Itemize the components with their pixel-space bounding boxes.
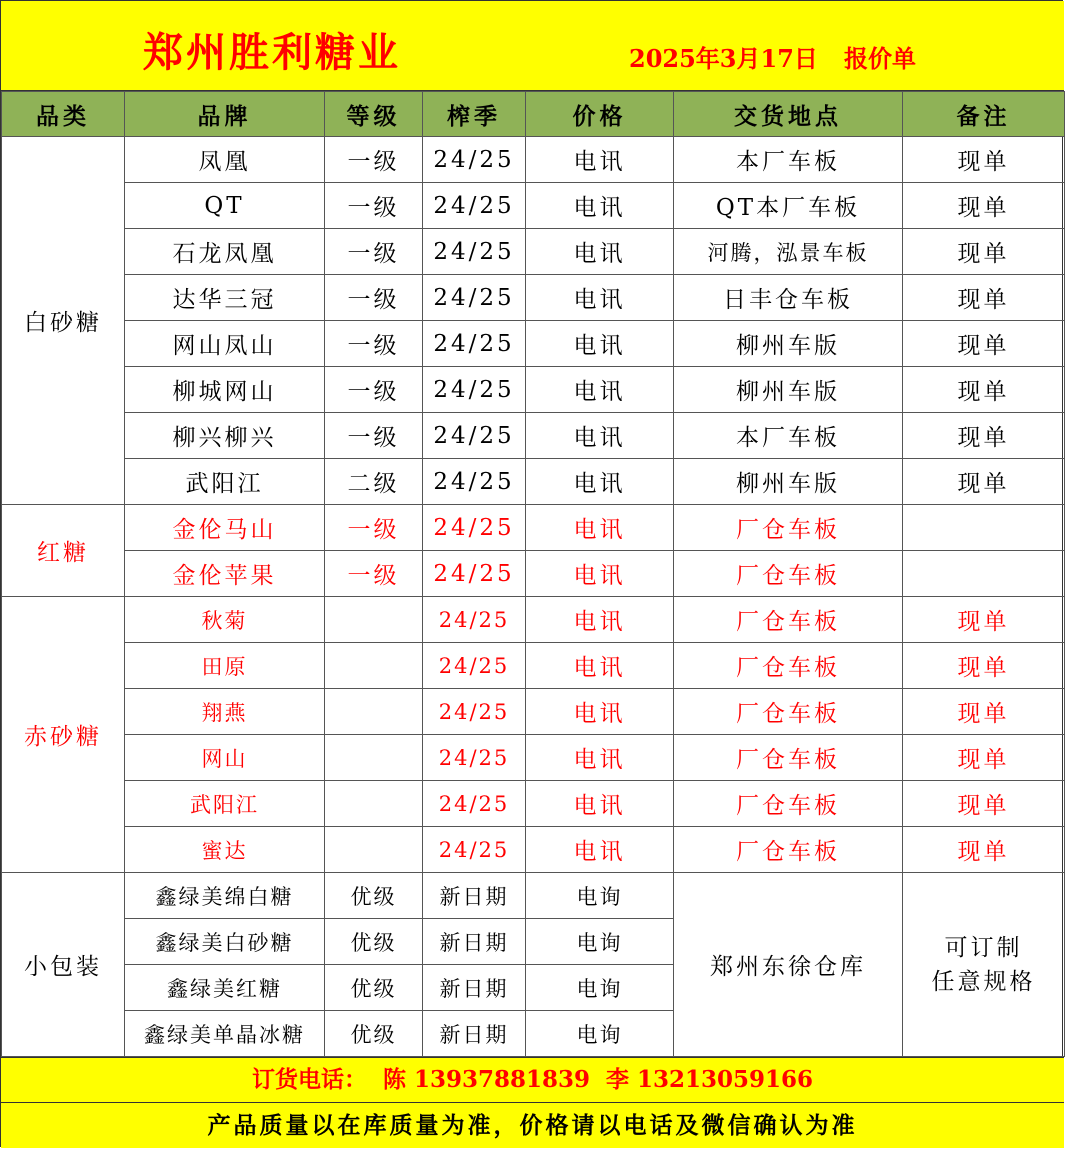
remark-line: 可订制	[944, 934, 1023, 961]
brand-cell: 石龙凤凰	[125, 229, 325, 275]
table-row	[2, 229, 1065, 275]
delivery-cell: 本厂车板	[674, 413, 903, 459]
delivery-cell: 厂仓车板	[674, 827, 903, 873]
brand-cell: 达华三冠	[125, 275, 325, 321]
grade-cell	[325, 689, 423, 735]
season-cell: 24/25	[423, 367, 526, 413]
price-cell: 电讯	[526, 551, 674, 597]
season-cell: 24/25	[423, 505, 526, 551]
grade-cell: 一级	[325, 137, 423, 183]
column-header-category: 品类	[2, 92, 125, 137]
brand-cell: 翔燕	[125, 689, 325, 735]
price-cell: 电询	[526, 1011, 674, 1057]
grade-cell: 一级	[325, 275, 423, 321]
season-cell: 24/25	[423, 827, 526, 873]
table-row	[2, 413, 1065, 459]
category-cell: 小包装	[2, 873, 125, 1057]
table-row	[2, 321, 1065, 367]
delivery-cell: 郑州东徐仓库	[674, 873, 903, 1057]
delivery-cell: QT本厂车板	[674, 183, 903, 229]
season-cell: 24/25	[423, 137, 526, 183]
grade-cell	[325, 735, 423, 781]
grade-cell: 优级	[325, 1011, 423, 1057]
remark-cell: 现单	[903, 183, 1065, 229]
remark-cell: 现单	[903, 597, 1065, 643]
column-header-grade: 等级	[325, 92, 423, 137]
season-cell: 24/25	[423, 229, 526, 275]
brand-cell: 网山	[125, 735, 325, 781]
grade-cell	[325, 643, 423, 689]
brand-cell: 柳兴柳兴	[125, 413, 325, 459]
remark-cell: 现单	[903, 735, 1065, 781]
column-header-remark: 备注	[903, 92, 1065, 137]
price-cell: 电讯	[526, 321, 674, 367]
delivery-cell: 厂仓车板	[674, 689, 903, 735]
delivery-cell: 厂仓车板	[674, 505, 903, 551]
price-cell: 电讯	[526, 229, 674, 275]
remark-cell: 现单	[903, 229, 1065, 275]
delivery-cell: 柳州车版	[674, 367, 903, 413]
season-cell: 24/25	[423, 643, 526, 689]
price-cell: 电询	[526, 965, 674, 1011]
brand-cell: 田原	[125, 643, 325, 689]
remark-cell	[903, 505, 1065, 551]
grade-cell: 优级	[325, 965, 423, 1011]
column-header-brand: 品牌	[125, 92, 325, 137]
brand-cell: 金伦苹果	[125, 551, 325, 597]
remark-cell: 现单	[903, 137, 1065, 183]
delivery-cell: 本厂车板	[674, 137, 903, 183]
delivery-cell: 河腾，泓景车板	[674, 229, 903, 275]
table-row	[2, 551, 1065, 597]
price-cell: 电讯	[526, 643, 674, 689]
brand-cell: 武阳江	[125, 459, 325, 505]
table-row	[2, 689, 1065, 735]
category-cell: 红糖	[2, 505, 125, 597]
document-type: 报价单	[844, 44, 916, 73]
delivery-cell: 厂仓车板	[674, 597, 903, 643]
price-cell: 电询	[526, 919, 674, 965]
season-cell: 24/25	[423, 321, 526, 367]
price-cell: 电讯	[526, 735, 674, 781]
price-cell: 电询	[526, 873, 674, 919]
brand-cell: QT	[125, 183, 325, 229]
brand-cell: 网山凤山	[125, 321, 325, 367]
table-row	[2, 597, 1065, 643]
season-cell: 24/25	[423, 413, 526, 459]
grade-cell: 二级	[325, 459, 423, 505]
brand-cell: 秋菊	[125, 597, 325, 643]
remark-line: 任意规格	[931, 968, 1036, 995]
season-cell: 24/25	[423, 275, 526, 321]
remark-cell	[903, 873, 1065, 1057]
remark-cell: 现单	[903, 643, 1065, 689]
season-cell: 新日期	[423, 919, 526, 965]
grade-cell: 一级	[325, 229, 423, 275]
brand-cell: 凤凰	[125, 137, 325, 183]
column-header-price: 价格	[526, 92, 674, 137]
season-cell: 新日期	[423, 873, 526, 919]
price-cell: 电讯	[526, 689, 674, 735]
remark-cell	[903, 551, 1065, 597]
price-cell: 电讯	[526, 781, 674, 827]
delivery-cell: 厂仓车板	[674, 735, 903, 781]
price-cell: 电讯	[526, 505, 674, 551]
remark-cell: 现单	[903, 275, 1065, 321]
table-row	[2, 137, 1065, 183]
table-row	[2, 827, 1065, 873]
phone-label: 订货电话：	[251, 1066, 367, 1093]
delivery-cell: 日丰仓车板	[674, 275, 903, 321]
table-header-row	[2, 92, 1065, 137]
price-cell: 电讯	[526, 597, 674, 643]
delivery-cell: 柳州车版	[674, 459, 903, 505]
remark-cell: 现单	[903, 827, 1065, 873]
delivery-cell: 柳州车版	[674, 321, 903, 367]
column-header-season: 榨季	[423, 92, 526, 137]
season-cell: 24/25	[423, 689, 526, 735]
table-row	[2, 459, 1065, 505]
brand-cell: 柳城网山	[125, 367, 325, 413]
delivery-cell: 厂仓车板	[674, 551, 903, 597]
table-row	[2, 367, 1065, 413]
grade-cell	[325, 597, 423, 643]
quality-note: 产品质量以在库质量为准，价格请以电话及微信确认为准	[1, 1103, 1064, 1148]
remark-cell: 现单	[903, 781, 1065, 827]
season-cell: 新日期	[423, 1011, 526, 1057]
column-header-delivery: 交货地点	[674, 92, 903, 137]
grade-cell: 优级	[325, 873, 423, 919]
brand-cell: 鑫绿美白砂糖	[125, 919, 325, 965]
season-cell: 24/25	[423, 183, 526, 229]
price-cell: 电讯	[526, 275, 674, 321]
table-row	[2, 505, 1065, 551]
delivery-cell: 厂仓车板	[674, 643, 903, 689]
season-cell: 24/25	[423, 781, 526, 827]
brand-cell: 鑫绿美单晶冰糖	[125, 1011, 325, 1057]
grade-cell: 一级	[325, 367, 423, 413]
price-cell: 电讯	[526, 459, 674, 505]
delivery-cell: 厂仓车板	[674, 781, 903, 827]
season-cell: 24/25	[423, 459, 526, 505]
season-cell: 新日期	[423, 965, 526, 1011]
season-cell: 24/25	[423, 551, 526, 597]
title-bar	[1, 1, 1064, 91]
grade-cell	[325, 781, 423, 827]
season-cell: 24/25	[423, 735, 526, 781]
table-row	[2, 735, 1065, 781]
brand-cell: 鑫绿美绵白糖	[125, 873, 325, 919]
brand-cell: 鑫绿美红糖	[125, 965, 325, 1011]
remark-cell: 现单	[903, 689, 1065, 735]
grade-cell: 优级	[325, 919, 423, 965]
table-row	[2, 643, 1065, 689]
remark-cell: 现单	[903, 459, 1065, 505]
brand-cell: 金伦马山	[125, 505, 325, 551]
grade-cell	[325, 827, 423, 873]
price-table	[1, 91, 1065, 1057]
remark-cell: 现单	[903, 413, 1065, 459]
brand-cell: 武阳江	[125, 781, 325, 827]
grade-cell: 一级	[325, 183, 423, 229]
contact-li[interactable]: 李 13213059166	[606, 1066, 814, 1093]
quote-date: 2025年3月17日	[629, 44, 818, 73]
remark-cell: 现单	[903, 321, 1065, 367]
grade-cell: 一级	[325, 505, 423, 551]
grade-cell: 一级	[325, 321, 423, 367]
price-cell: 电讯	[526, 367, 674, 413]
grade-cell: 一级	[325, 413, 423, 459]
season-cell: 24/25	[423, 597, 526, 643]
company-name: 郑州胜利糖业	[143, 29, 401, 76]
contact-chen[interactable]: 陈 13937881839	[382, 1066, 590, 1093]
table-row	[2, 183, 1065, 229]
price-cell: 电讯	[526, 137, 674, 183]
order-phone-bar	[1, 1057, 1064, 1103]
price-cell: 电讯	[526, 413, 674, 459]
table-row	[2, 275, 1065, 321]
category-cell: 赤砂糖	[2, 597, 125, 873]
price-cell: 电讯	[526, 183, 674, 229]
brand-cell: 蜜达	[125, 827, 325, 873]
price-cell: 电讯	[526, 827, 674, 873]
remark-cell: 现单	[903, 367, 1065, 413]
grade-cell: 一级	[325, 551, 423, 597]
table-row	[2, 781, 1065, 827]
category-cell: 白砂糖	[2, 137, 125, 505]
table-row	[2, 873, 1065, 919]
